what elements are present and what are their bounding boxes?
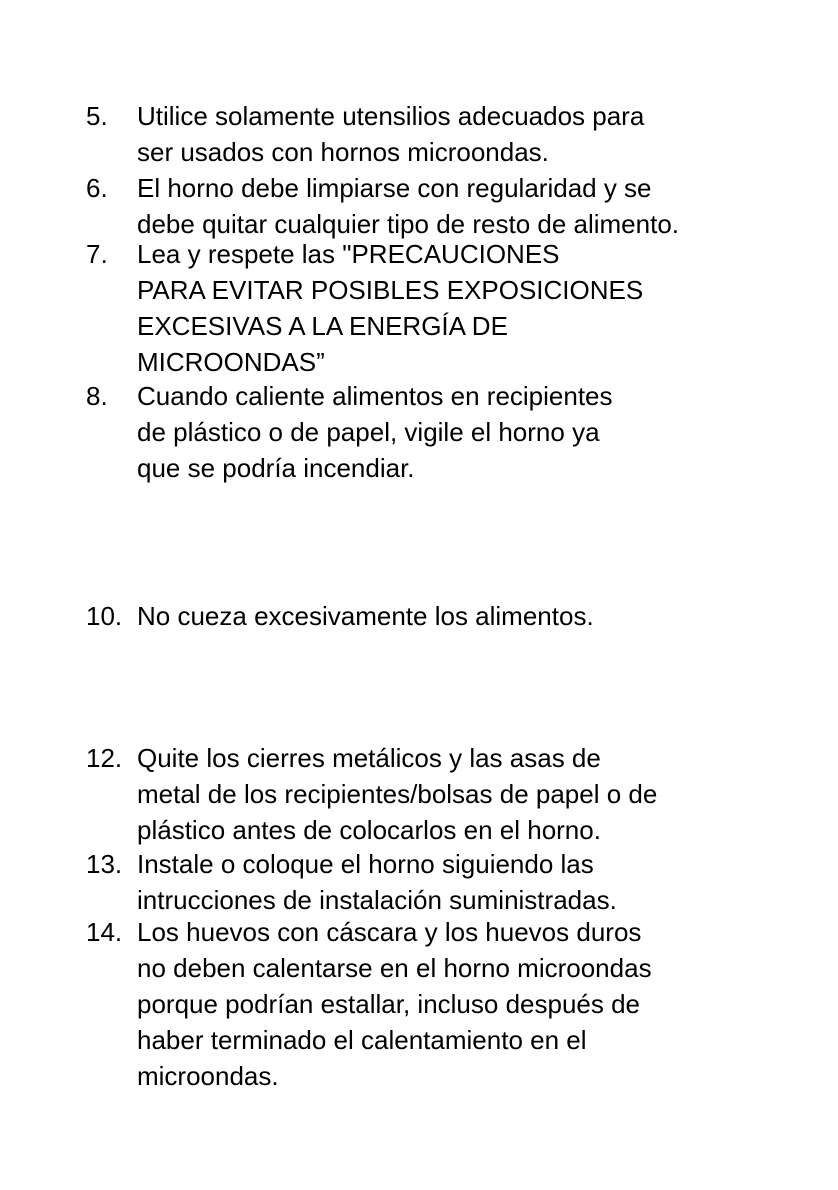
item-text-line: intrucciones de instalación suministradas. <box>137 885 617 915</box>
item-text-line: Lea y respete las "PRECAUCIONES <box>137 239 560 269</box>
item-text-line: debe quitar cualquier tipo de resto de alimento. <box>137 209 680 239</box>
item-number: 12. <box>86 743 123 773</box>
item-text-line: Instale o coloque el horno siguiendo las <box>137 849 594 879</box>
item-text-line: microondas. <box>137 1061 279 1091</box>
item-number: 5. <box>86 101 108 131</box>
item-text-line: Los huevos con cáscara y los huevos duros <box>137 917 642 947</box>
item-text-line: No cueza excesivamente los alimentos. <box>137 601 594 631</box>
item-number: 6. <box>86 173 108 203</box>
item-text-line: plástico antes de colocarlos en el horno. <box>137 815 601 845</box>
item-text-line: MICROONDAS” <box>137 347 325 377</box>
item-text-line: PARA EVITAR POSIBLES EXPOSICIONES <box>137 275 644 305</box>
item-text-line: Cuando caliente alimentos en recipientes <box>137 381 613 411</box>
item-text-line: Utilice solamente utensilios adecuados para <box>137 101 645 131</box>
item-text-line: metal de los recipientes/bolsas de papel o de <box>137 779 658 809</box>
item-text-line: El horno debe limpiarse con regularidad y se <box>137 173 652 203</box>
item-text-line: porque podrían estallar, incluso después de <box>137 989 641 1019</box>
item-text-line: que se podría incendiar. <box>137 453 415 483</box>
item-number: 8. <box>86 381 108 411</box>
item-text-line: Quite los cierres metálicos y las asas de <box>137 743 601 773</box>
item-text-line: no deben calentarse en el horno microondas <box>137 953 652 983</box>
item-number: 10. <box>86 601 123 631</box>
item-text-line: de plástico o de papel, vigile el horno ya <box>137 417 600 447</box>
item-text-line: haber terminado el calentamiento en el <box>137 1025 587 1055</box>
item-number: 13. <box>86 849 123 879</box>
item-text-line: EXCESIVAS A LA ENERGÍA DE <box>137 311 508 341</box>
item-number: 14. <box>86 917 123 947</box>
item-text-line: ser usados con hornos microondas. <box>137 137 549 167</box>
item-number: 7. <box>86 239 108 269</box>
